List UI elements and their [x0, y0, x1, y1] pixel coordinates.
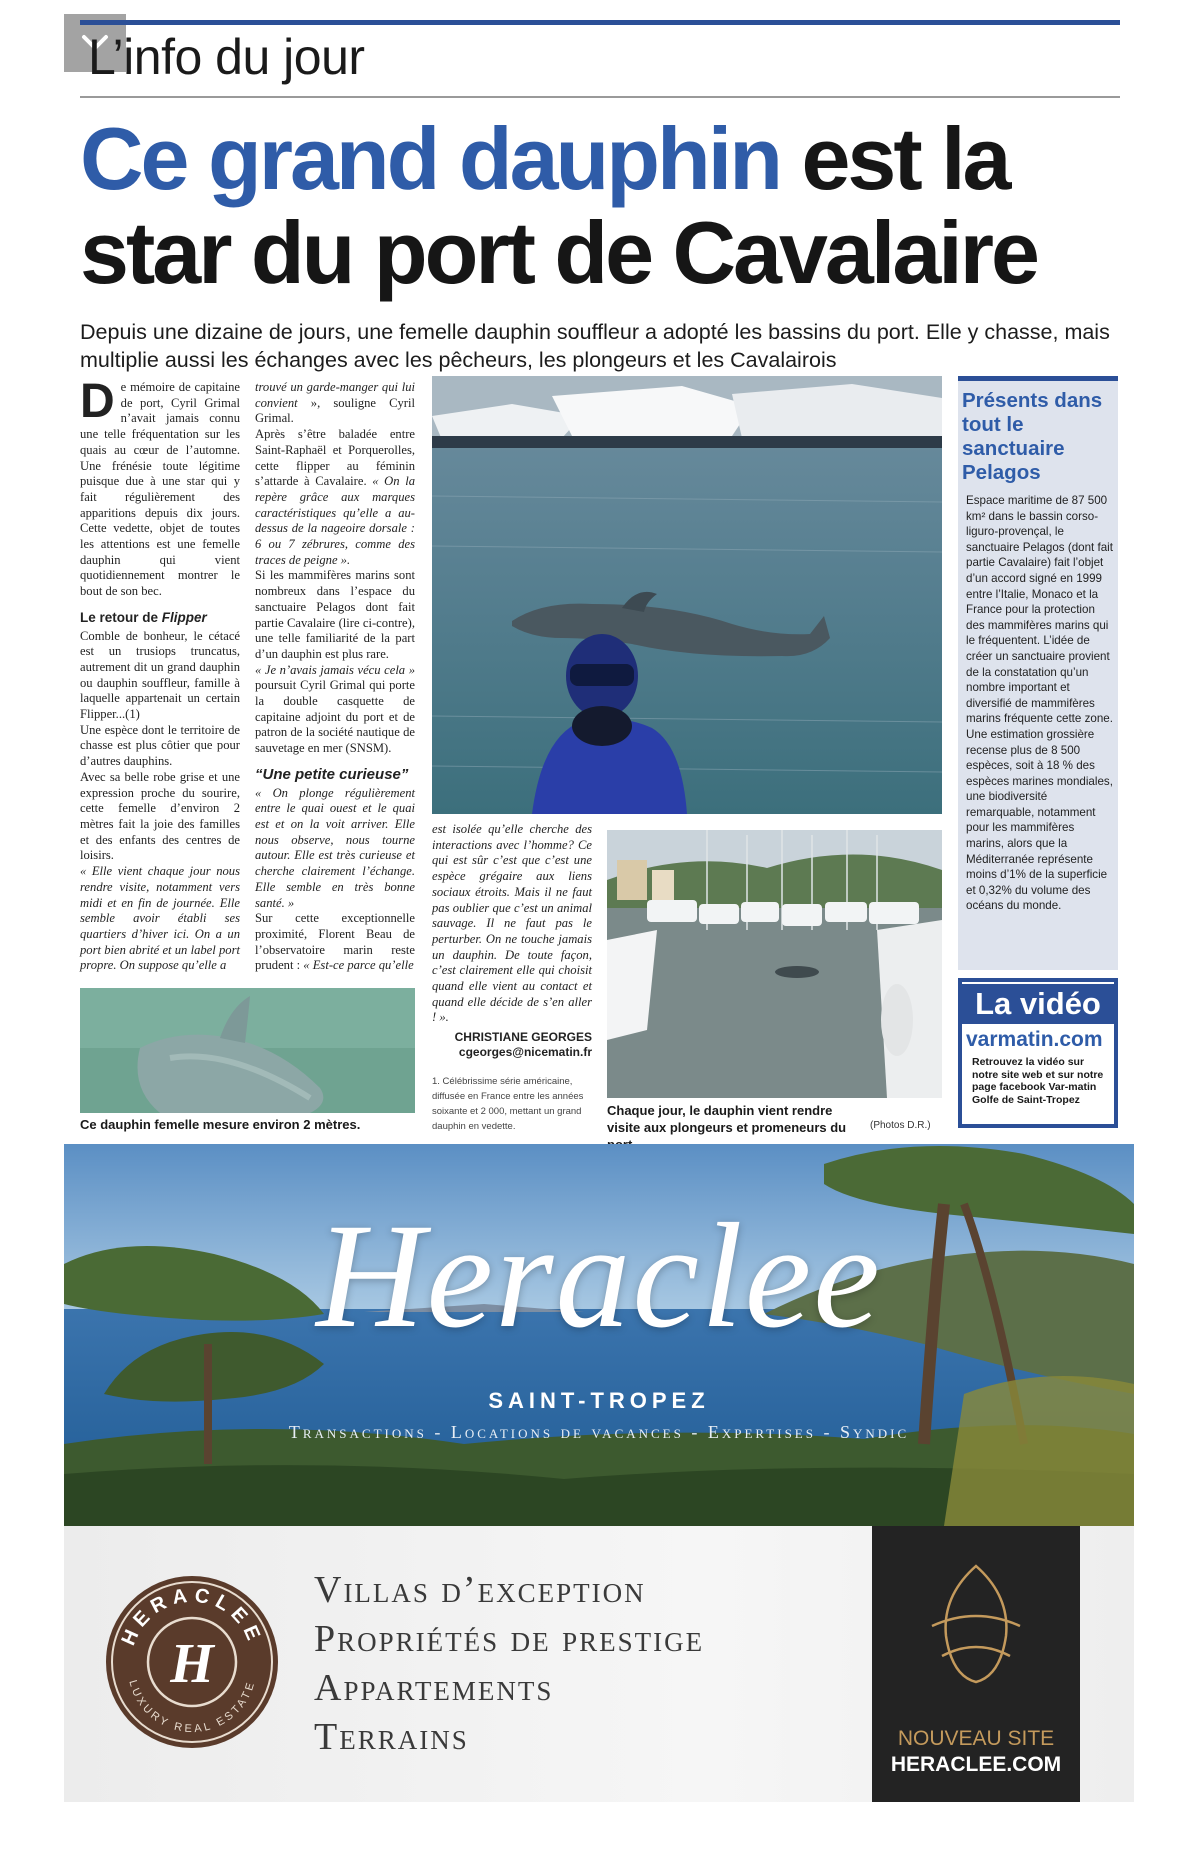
article-column-2 [255, 380, 415, 974]
ad-services: Transactions - Locations de vacances - Expertises - Syndic [288, 1422, 910, 1442]
sidebar-title: Présents dans tout le sanctuaire Pelagos [962, 389, 1103, 484]
article-paragraph: Sur cette exceptionnelle proximité, Florent Beau de l’observatoire marin reste prudent : « Est-ce parce qu’elle [255, 911, 415, 973]
heraclee-logo [102, 1572, 282, 1752]
video-site-link[interactable]: varmatin.com [966, 1028, 1103, 1051]
ad-location: SAINT-TROPEZ [488, 1388, 710, 1413]
article-column-3 [432, 822, 592, 1134]
rubric-rule [80, 96, 1120, 98]
article-paragraph: Avec sa belle robe grise et une expression proche du sourire, cette femelle d’environ 2 mètres fait la joie des familles et des enfants des centres de loisirs. [80, 769, 240, 863]
article-paragraph: Après s’être baladée entre Saint-Raphaël et Porquerolles, cette flipper au féminin s’attarde à Cavalaire. « On la repère grâce aux marques caractéristiques qu’elle a au-dessus de la nageoire dorsale : 6 ou 7 zébrures, comme des traces de peigne ». [255, 427, 415, 567]
headline [80, 109, 1130, 302]
ad-cta-line1: NOUVEAU SITE [897, 1727, 1055, 1750]
article-paragraph: « Je n’avais jamais vécu cela » poursuit Cyril Grimal qui porte la double casquette de capitaine adjoint du port et de patron de la société nautique de sauvetage en mer (SNSM). [255, 662, 415, 756]
ad-line: Terrains [314, 1716, 469, 1758]
article-paragraph: Si les mammifères marins sont nombreux dans l’espace du sanctuaire Pelagos dont fait partie Cavalaire (lire ci-contre), une telle familiarité de la part d’un dauphin est plus rare. [255, 568, 415, 661]
article-paragraph: Une espèce dont le territoire de chasse est plus côtier que pour d’autres dauphins. [80, 722, 240, 769]
article-paragraph: De mémoire de capitaine de port, Cyril Grimal n’avait jamais connu une telle fréquentation sur les quais au cœur de l’automne. Une frénésie toute légitime puisque due à une star qui y fait régulièrement des apparitions depuis dix jours. Cette vedette, objet de toutes les attentions est une femelle dauphin qui vient quotidiennement montrer le bout de son bec. [80, 375, 240, 599]
video-text: Retrouvez la vidéo sur notre site web et sur notre page facebook Var-matin Golfe de Saint-Tropez [972, 1056, 1104, 1106]
article-paragraph: est isolée qu’elle cherche des interactions avec l’homme? Ce qui est sûr c’est que c’est une espèce grégaire aux liens sociaux étroits. Mais il ne faut pas oublier que c’est un animal sauvage. Il ne faut pas le perturber. On ne touche jamais un dauphin. De toute façon, c’est clairement elle qui choisit quand elle vient au contact et quand elle décide de s’en aller ! ». [432, 822, 592, 1025]
ad-website-panel[interactable] [872, 1526, 1080, 1802]
article-column-1 [80, 375, 240, 974]
ad-line: Villas d’exception [314, 1569, 646, 1611]
subheading-curieuse: “Une petite curieuse” [255, 765, 409, 783]
ad-cta[interactable] [872, 1726, 1080, 1778]
video-box[interactable] [958, 978, 1118, 1128]
article-paragraph: « Elle vient chaque jour nous rendre visite, notamment vers midi et en fin de journée. Elle semble avoir établi ses quartiers d’hiver ici. On a un port bien abrité et un label port propre. On suppose qu’elle a [80, 864, 240, 973]
headline-highlight: Ce grand dauphin [80, 109, 780, 208]
heraclee-seal-icon [102, 1572, 282, 1752]
drop-cap: D [80, 375, 115, 428]
caption-small-photo: Ce dauphin femelle mesure environ 2 mètres. [80, 1117, 361, 1132]
rubric-top-rule [80, 20, 1120, 25]
footnote: 1. Célébrissime série américaine, diffusée en France entre les années soixante et 2 000, mettant un grand dauphin en vedette. [432, 1076, 584, 1133]
standfirst: Depuis une dizaine de jours, une femelle dauphin souffleur a adopté les bassins du port. Elle y chasse, mais multiplie aussi les échanges avec les pêcheurs, les plongeurs et les Cavalairois [80, 320, 1110, 372]
article-paragraph: Comble de bonheur, le cétacé est un trusiops truncatus, autrement dit un grand dauphin ou dauphin souffleur, famille à laquelle appartenait un certain Flipper...(1) [80, 628, 240, 722]
dolphin-underwater-photo [80, 988, 415, 1113]
photo-credits: (Photos D.R.) [870, 1120, 931, 1131]
author-name: CHRISTIANE GEORGES [454, 1030, 592, 1045]
ad-line: Propriétés de prestige [314, 1618, 705, 1660]
headline-rest: est la star du port de Cavalaire [80, 109, 1037, 302]
logo-letter: H [170, 1633, 214, 1695]
ad-brand-wordmark: Heraclee [316, 1193, 882, 1359]
rubric-title: L’info du jour [88, 29, 365, 85]
port-photo [607, 830, 942, 1098]
sidebar-text: Espace maritime de 87 500 km² dans le bassin corso-liguro-provençal, le sanctuaire Pelagos (dont fait partie Cavalaire) fait l’objet d’un accord signé en 1999 entre l’Italie, Monaco et la France pour la protection des mammifères marins qui le fréquentent. L’idée de créer un sanctuaire provient de la constatation qu’un nombre important et diversifié de mammifères marins fréquente cette zone. Une estimation grossière recense plus de 8 500 espèces, soit à 18 % des espèces marines mondiales, une biodiversité remarquable, notamment pour les mammifères marins, alors que la Méditerranée représente moins d’1% de la superficie et 0,32% du volume des océans du monde. [966, 494, 1113, 913]
ad-cta-line2[interactable]: HERACLEE.COM [890, 1753, 1062, 1776]
dolphin-diver-photo [432, 376, 942, 814]
logo-bottom-text: LUXURY REAL ESTATE [126, 1678, 258, 1736]
video-title: La vidéo [962, 984, 1114, 1024]
author-email[interactable]: cgeorges@nicematin.fr [458, 1045, 592, 1060]
subheading-flipper: Le retour de Flipper [80, 609, 207, 625]
sidebar-pelagos [958, 376, 1118, 970]
article-paragraph: trouvé un garde-manger qui lui convient », souligne Cyril Grimal. [255, 380, 415, 426]
gold-emblem-icon [872, 1526, 1080, 1706]
caption-port-photo: Chaque jour, le dauphin vient rendre visite aux plongeurs et promeneurs du [607, 1103, 847, 1135]
ad-property-list [314, 1566, 704, 1762]
article-paragraph: « On plonge régulièrement entre le quai ouest et le quai est et on la voit arriver. Elle nous observe, nous tourne autour. Elle est très curieuse et cherche clairement l’échange. Elle semble en très bonne santé. » [255, 785, 415, 910]
ad-line: Appartements [314, 1667, 554, 1709]
logo-top-text: HERACLEE [117, 1584, 267, 1649]
